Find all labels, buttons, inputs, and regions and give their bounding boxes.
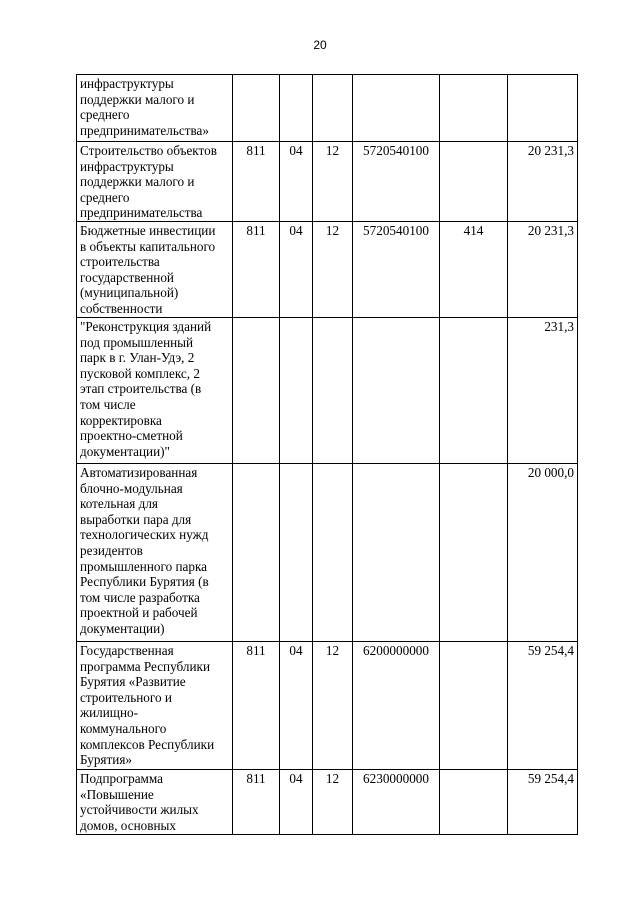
target-article-cell xyxy=(353,75,440,142)
table-row xyxy=(77,222,578,318)
ministry-code-cell: 811 xyxy=(233,142,280,222)
subsection-cell: 12 xyxy=(313,642,353,770)
subsection-cell xyxy=(313,318,353,464)
target-article-cell xyxy=(353,464,440,642)
expense-type-cell xyxy=(440,770,508,835)
expense-type-cell xyxy=(440,642,508,770)
amount-cell: 59 254,4 xyxy=(508,642,578,770)
table-row xyxy=(77,770,578,835)
row-name-cell: "Реконструкция зданий под промышленный парк в г. Улан-Удэ, 2 пусковой комплекс, 2 этап строительства (в том числе корректировка проектно-сметной документации)" xyxy=(77,318,233,464)
amount-cell xyxy=(508,75,578,142)
subsection-cell xyxy=(313,464,353,642)
section-cell: 04 xyxy=(280,642,313,770)
table-row xyxy=(77,75,578,142)
target-article-cell xyxy=(353,318,440,464)
page-number: 20 xyxy=(313,38,327,52)
section-cell: 04 xyxy=(280,770,313,835)
ministry-code-cell xyxy=(233,464,280,642)
expense-type-cell xyxy=(440,464,508,642)
ministry-code-cell xyxy=(233,75,280,142)
section-cell xyxy=(280,75,313,142)
row-name-cell: Бюджетные инвестиции в объекты капитального строительства государственной (муниципальной) собственности xyxy=(77,222,233,318)
amount-cell: 20 000,0 xyxy=(508,464,578,642)
table-row xyxy=(77,318,578,464)
section-cell xyxy=(280,464,313,642)
row-name-cell: Государственная программа Республики Бурятия «Развитие строительного и жилищно- коммунального комплексов Республики Бурятия» xyxy=(77,642,233,770)
ministry-code-cell xyxy=(233,318,280,464)
expense-type-cell xyxy=(440,75,508,142)
expense-type-cell xyxy=(440,318,508,464)
subsection-cell: 12 xyxy=(313,142,353,222)
amount-cell: 20 231,3 xyxy=(508,142,578,222)
expense-type-cell xyxy=(440,142,508,222)
budget-table xyxy=(76,74,578,835)
table-row xyxy=(77,142,578,222)
target-article-cell: 5720540100 xyxy=(353,142,440,222)
ministry-code-cell: 811 xyxy=(233,642,280,770)
table-row xyxy=(77,642,578,770)
row-name-cell: инфраструктуры поддержки малого и среднего предпринимательства» xyxy=(77,75,233,142)
row-name-cell: Подпрограмма «Повышение устойчивости жилых домов, основных xyxy=(77,770,233,835)
amount-cell: 59 254,4 xyxy=(508,770,578,835)
table-row xyxy=(77,464,578,642)
subsection-cell: 12 xyxy=(313,770,353,835)
row-name-cell: Автоматизированная блочно-модульная котельная для выработки пара для технологических нужд резидентов промышленного парка Республики Бурятия (в том числе разработка проектной и рабочей документации) xyxy=(77,464,233,642)
amount-cell: 231,3 xyxy=(508,318,578,464)
target-article-cell: 5720540100 xyxy=(353,222,440,318)
ministry-code-cell: 811 xyxy=(233,770,280,835)
subsection-cell: 12 xyxy=(313,222,353,318)
ministry-code-cell: 811 xyxy=(233,222,280,318)
target-article-cell: 6200000000 xyxy=(353,642,440,770)
amount-cell: 20 231,3 xyxy=(508,222,578,318)
section-cell: 04 xyxy=(280,222,313,318)
target-article-cell: 6230000000 xyxy=(353,770,440,835)
expense-type-cell: 414 xyxy=(440,222,508,318)
row-name-cell: Строительство объектов инфраструктуры поддержки малого и среднего предпринимательства xyxy=(77,142,233,222)
subsection-cell xyxy=(313,75,353,142)
section-cell: 04 xyxy=(280,142,313,222)
section-cell xyxy=(280,318,313,464)
